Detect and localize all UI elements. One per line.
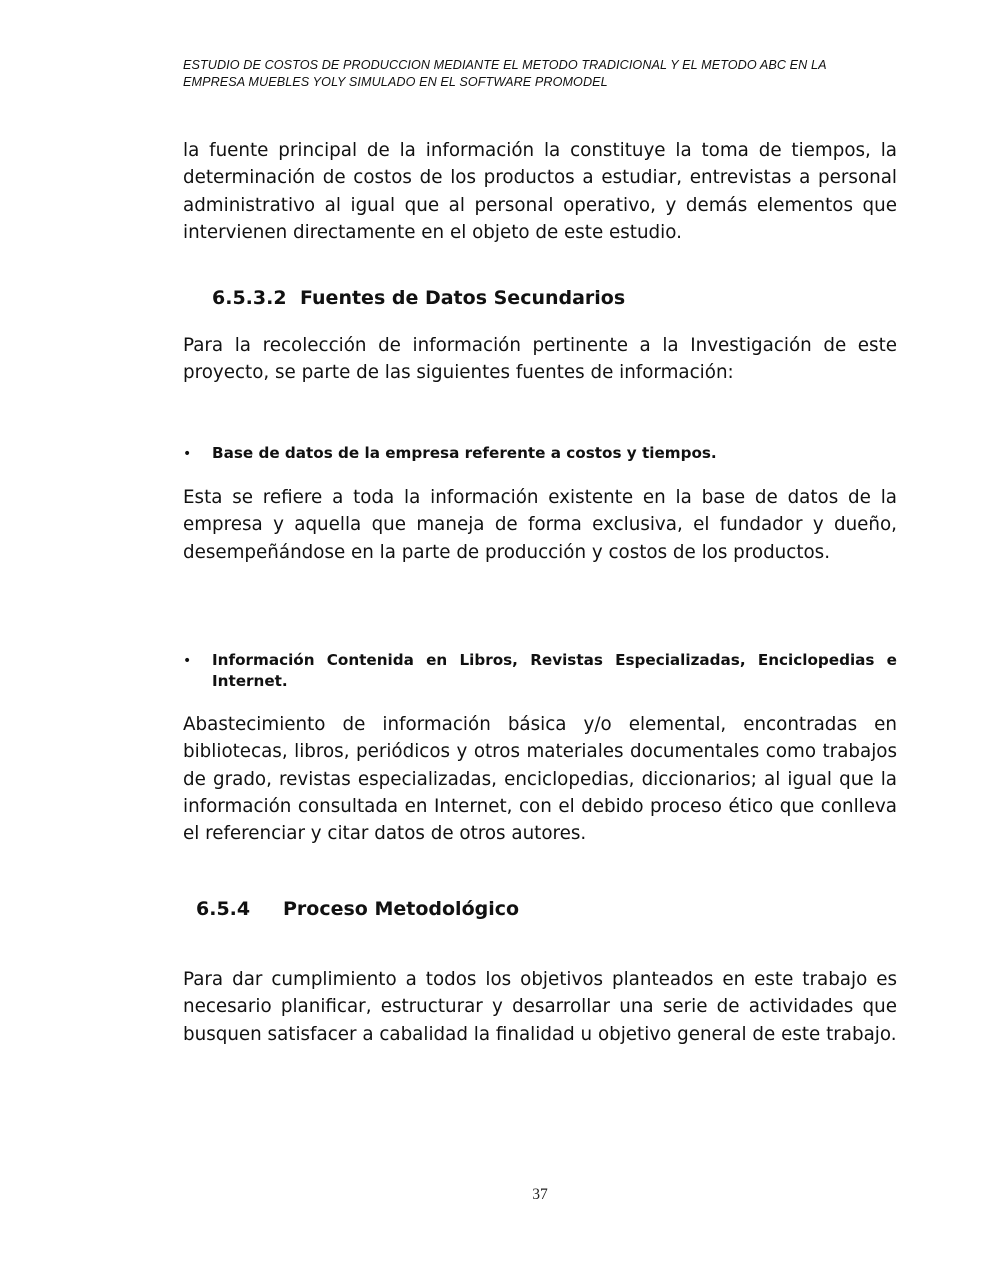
- running-header: [183, 57, 903, 90]
- running-header-line-2: EMPRESA MUEBLES YOLY SIMULADO EN EL SOFTWARE PROMODEL: [183, 74, 608, 89]
- heading-secondary-title: Fuentes de Datos Secundarios: [300, 287, 626, 309]
- page-number: 37: [532, 1186, 548, 1203]
- paragraph-books-description: Abastecimiento de información básica y/o elemental, encontradas en bibliotecas, libros, periódicos y otros materiales documentales como trabajos de grado, revistas especializadas, enciclopedias, diccionarios; al igual que la información consultada en Internet, con el debido proceso ético que conlleva el referenciar y citar datos de otros autores.: [183, 714, 897, 845]
- bullet-text-books: Información Contenida en Libros, Revistas Especializadas, Enciclopedias e Internet.: [212, 651, 897, 690]
- running-header-line-1: ESTUDIO DE COSTOS DE PRODUCCION MEDIANTE EL METODO TRADICIONAL Y EL METODO ABC EN LA: [183, 58, 827, 72]
- paragraph-secondary-intro: Para la recolección de información pertinente a la Investigación de este proyecto, se parte de las siguientes fuentes de información:: [183, 335, 897, 384]
- heading-secondary-sources: [212, 286, 625, 310]
- bullet-icon: •: [183, 653, 192, 669]
- bullet-item-database: [183, 443, 897, 465]
- bullet-icon: •: [183, 446, 192, 462]
- bullet-item-books: [183, 650, 897, 692]
- heading-methodological-process: [196, 897, 519, 921]
- heading-process-title: Proceso Metodológico: [283, 898, 520, 920]
- heading-process-number: 6.5.4: [196, 898, 251, 920]
- paragraph-process-description: Para dar cumplimiento a todos los objetivos planteados en este trabajo es necesario planificar, estructurar y desarrollar una serie de actividades que busquen satisfacer a cabalidad la finalidad u objetivo general de este trabajo.: [183, 969, 897, 1045]
- bullet-text-database: Base de datos de la empresa referente a costos y tiempos.: [212, 444, 717, 462]
- paragraph-intro: la fuente principal de la información la constituye la toma de tiempos, la determinación de costos de los productos a estudiar, entrevistas a personal administrativo al igual que al personal operativo, y demás elementos que intervienen directamente en el objeto de este estudio.: [183, 140, 897, 243]
- heading-secondary-number: 6.5.3.2: [212, 287, 287, 309]
- paragraph-database-description: Esta se refiere a toda la información existente en la base de datos de la empresa y aquella que maneja de forma exclusiva, el fundador y dueño, desempeñándose en la parte de producción y costos de los productos.: [183, 487, 897, 563]
